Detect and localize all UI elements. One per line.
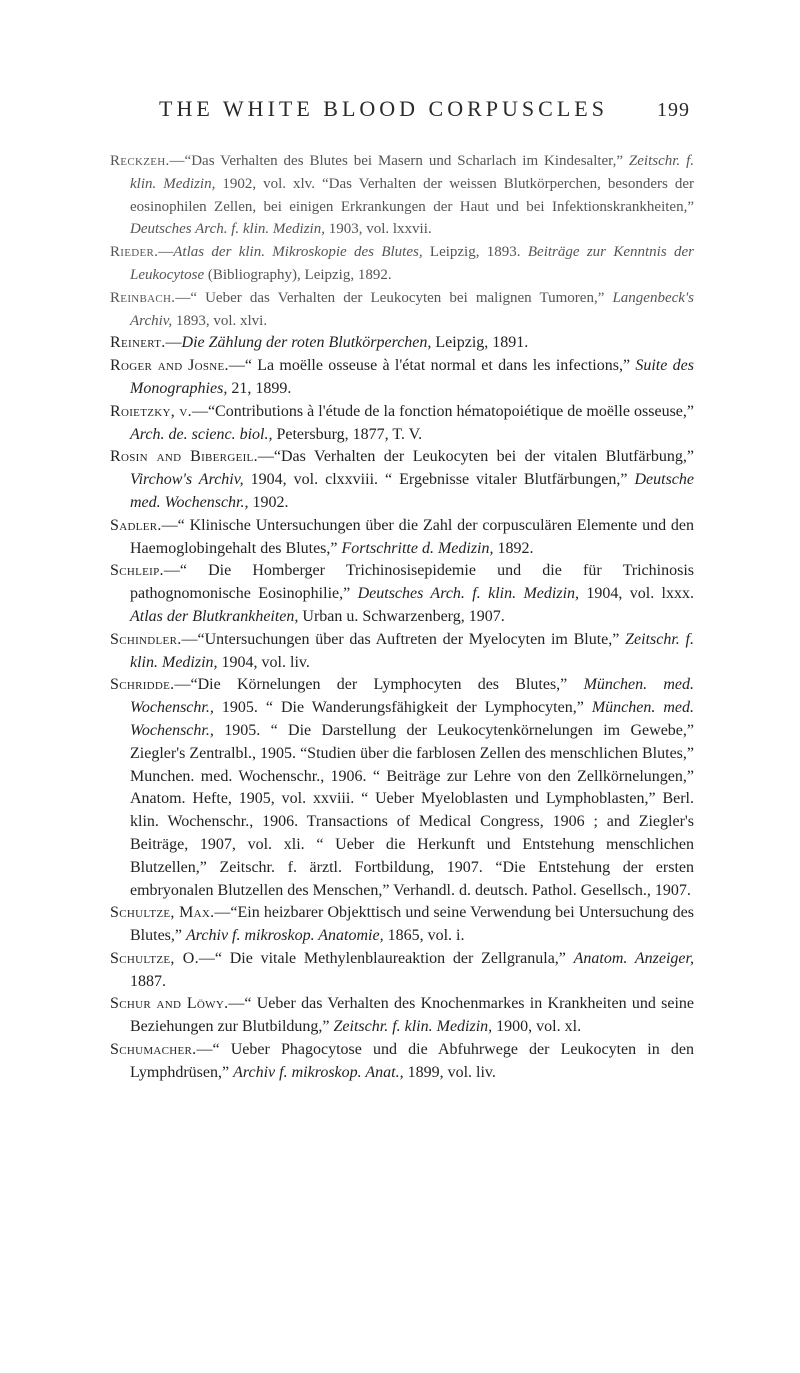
entry-text: 1905. “ Die Darstellung der Leukocytenkörnelungen im Gewebe,” Ziegler's Zentralbl., 1905. “Studien über die farblosen Zellen des menschlichen Blutes,” Munchen. med. Wochenschr., 1906. “ Beiträge zur Lehre von den Zellkörnelungen,” Anatom. Hefte, 1905, vol. xxviii. “ Ueber Myeloblasten und Lymphoblasten,” Berl. klin. Wochenschr., 1906. Transactions of Medical Congress, 1906 ; and Ziegler's Beiträge, 1907, vol. xli. “ Ueber die Herkunft und Entstehung menschlichen Blutzellen,” Zeitschr. f. ärztl. Fortbildung, 1907. “Die Entstehung der ersten embryonalen Blutzellen des Menschen,” Verhandl. d. deutsch. Pathol. Gesellsch., 1907. [130,721,694,899]
running-title: THE WHITE BLOOD CORPUSCLES [159,96,608,121]
entry-author: Schleip. [110,562,164,580]
entry-text: —“ La moëlle osseuse à l'état normal et dans les infections,” [228,357,636,375]
entry-source: Suite des Monographies, [130,357,694,397]
bibliography-entry [110,560,694,628]
bibliography-entry [110,446,694,514]
bibliography-entry [110,401,694,447]
entry-source: München. med. Wochenschr., [130,699,695,739]
entry-text: 1893, vol. xlvi. [172,312,268,329]
entry-text: —“ Klinische Untersuchungen über die Zahl der corpusculären Elemente und den Haemoglobingehalt des Blutes,” [130,516,694,557]
entry-source: Atlas der Blutkrankheiten, [130,607,299,625]
entry-text: 1903, vol. lxxvii. [324,221,432,238]
entry-source: München. med. Wochenschr., [130,676,695,717]
entry-text: —“Das Verhalten der Leukocyten bei der vitalen Blutfärbung,” [257,448,694,466]
entry-source: Fortschritte d. Medizin, [341,539,494,557]
entry-source: Zeitschr. f. klin. Medizin, [130,153,694,192]
entry-author: Rieder. [110,244,159,261]
entry-source: Virchow's Archiv, [130,471,244,489]
entry-source: Die Zählung der roten Blutkörperchen, [181,334,432,352]
bibliography-entry [110,241,694,287]
bibliography-entry [110,332,694,355]
entry-source: Deutsches Arch. f. klin. Medizin, [357,585,580,603]
entry-text: —“Untersuchungen über das Auftreten der Myelocyten im Blute,” [181,630,626,648]
entry-text: —“ Ueber Phagocytose und die Abfuhrwege der Leukocyten in den Lymphdrüsen,” [130,1041,694,1081]
bibliography-entry [110,150,694,241]
bibliography-entry [110,1039,694,1085]
entry-author: Roger and Josne. [110,357,229,375]
entry-text: Petersburg, 1877, T. V. [272,425,423,443]
entry-author: Roietzky, v. [110,402,192,420]
bibliography-entry [110,948,694,994]
entry-source: Arch. de. scienc. biol., [130,425,273,443]
entry-text: (Bibliography), Leipzig, 1892. [204,266,392,283]
entry-text: — [165,334,182,352]
entry-source: Atlas der klin. Mikroskopie des Blutes, [173,244,423,261]
entry-text: 1887. [130,972,166,990]
entry-author: Schridde. [110,676,175,694]
entry-author: Schumacher. [110,1041,197,1059]
bibliography-entry [110,287,694,333]
entry-source: Beiträge zur Kenntnis der Leukocytose [130,244,694,283]
entry-source: Archiv f. mikroskop. Anat., [233,1063,404,1081]
entry-author: Reckzeh. [110,153,170,169]
entry-text: 1899, vol. liv. [403,1063,496,1081]
entry-text: Urban u. Schwarzenberg, 1907. [298,607,505,625]
entry-text: 1902, vol. xlv. “Das Verhalten der weissen Blutkörperchen, besonders der eosinophilen Zellen, bei einigen Erkrankungen der Haut und bei Infektionskrankheiten,” [130,175,694,215]
entry-author: Schultze, Max. [110,904,215,922]
bibliography-entry [110,629,694,675]
entry-source: Anatom. Anzeiger, [573,949,694,967]
entry-text: —“Contributions à l'étude de la fonction hématopoiétique de moëlle osseuse,” [191,402,694,420]
entry-text: 21, 1899. [227,379,292,397]
entry-text: 1900, vol. xl. [492,1018,582,1036]
entry-author: Schindler. [110,630,182,648]
entry-text: 1904, vol. liv. [217,653,310,671]
entry-text: 1892. [493,539,534,557]
entry-text: —“ Ueber das Verhalten der Leukocyten bei malignen Tumoren,” [175,289,613,306]
bibliography-list [110,150,694,1085]
entry-text: 1904, vol. lxxx. [579,585,695,603]
entry-author: Schur and Löwy. [110,995,229,1013]
entry-text: —“Ein heizbarer Objekttisch und seine Verwendung bei Untersuchung des Blutes,” [130,904,694,945]
entry-text: Leipzig, 1893. [422,244,528,261]
bibliography-entry [110,355,694,401]
entry-author: Sadler. [110,516,162,534]
entry-text: —“Die Körnelungen der Lymphocyten des Blutes,” [174,676,584,694]
entry-text: —“Das Verhalten des Blutes bei Masern und Scharlach im Kindesalter,” [169,153,629,169]
entry-text: — [158,244,174,261]
entry-text: 1865, vol. i. [383,927,465,945]
entry-source: Zeitschr. f. klin. Medizin, [333,1018,493,1036]
entry-text: 1902. [248,493,289,511]
entry-author: Reinert. [110,334,166,352]
running-header [110,96,690,122]
page-number: 199 [657,99,690,121]
entry-source: Deutsches Arch. f. klin. Medizin, [130,221,325,238]
entry-text: —“ Die Homberger Trichinosisepidemie und die für Trichinosis pathognomonische Eosinophilie,” [130,562,694,603]
entry-author: Schultze, O. [110,949,199,967]
entry-source: Deutsche med. Wochenschr., [130,471,694,511]
entry-text: —“ Ueber das Verhalten des Knochenmarkes in Krankheiten und seine Beziehungen zur Blutbildung,” [130,995,694,1036]
bibliography-entry [110,993,694,1039]
entry-author: Rosin and Bibergeil. [110,448,258,466]
entry-source: Zeitschr. f. klin. Medizin, [130,630,694,671]
entry-text: 1905. “ Die Wanderungsfähigkeit der Lymphocyten,” [213,699,592,717]
bibliography-entry [110,515,694,561]
entry-source: Archiv f. mikroskop. Anatomie, [186,927,384,945]
entry-text: Leipzig, 1891. [431,334,529,352]
bibliography-entry [110,674,694,902]
bibliography-entry [110,902,694,948]
entry-text: 1904, vol. clxxviii. “ Ergebnisse vitaler Blutfärbungen,” [243,471,635,489]
entry-source: Langenbeck's Archiv, [130,289,694,329]
entry-author: Reinbach. [110,289,176,306]
entry-text: —“ Die vitale Methylenblaureaktion der Zellgranula,” [198,949,574,967]
